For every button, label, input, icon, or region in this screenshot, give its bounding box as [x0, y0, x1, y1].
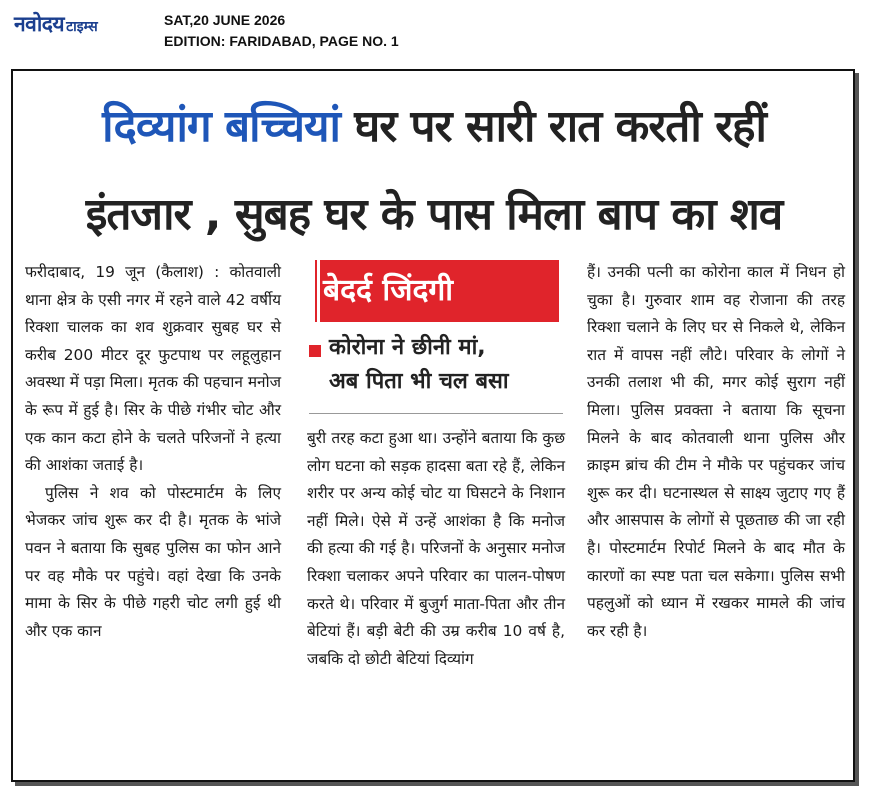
subheadline-divider — [309, 413, 563, 414]
headline-highlight: दिव्यांग बच्चियां — [102, 101, 340, 152]
paragraph-police: पुलिस ने शव को पोस्टमार्टम के लिए भेजकर जांच शुरू कर दी है। मृतक के भांजे पवन ने बताया कि सुबह पुलिस का फोन आने पर वह मौके पर पहुंचे। वहां देखा कि उनके मामा के सिर के पीछे गहरी चोट लगी हुई थी और एक कान — [25, 483, 281, 640]
article-clipping — [11, 69, 855, 782]
article-column-1 — [25, 259, 281, 645]
edition-info — [164, 10, 399, 52]
logo-sub-text: टाइम्स — [66, 19, 98, 35]
kicker-text: बेदर्द जिंदगी — [323, 273, 454, 308]
masthead — [14, 8, 874, 58]
kicker-bar-decoration — [309, 260, 315, 322]
newspaper-logo — [14, 10, 98, 38]
paragraph-dateline: फरीदाबाद, 19 जून (कैलाश) : कोतवाली थाना क्षेत्र के एसी नगर में रहने वाले 42 वर्षीय रिक्शा चालक का शव शुक्रवार सुबह घर से करीब 200 मीटर दूर फुटपाथ पर लहूलुहान अवस्था में पड़ा मिला। मृतक की पहचान मनोज के रूप में हुई है। सिर के पीछे गंभीर चोट और एक कान कटा होने के चलते परिजनों ने हत्या की आशंका जताई है। — [25, 263, 281, 475]
logo-main-text: नवोदय — [14, 12, 65, 36]
article-column-3 — [587, 259, 845, 645]
article-headline — [23, 83, 845, 259]
headline-line-1-rest: घर पर सारी रात करती रहीं — [339, 101, 766, 152]
subheadline-line-1: कोरोना ने छीनी मां, — [329, 335, 486, 360]
headline-line-1 — [23, 83, 845, 171]
kicker-bar-decoration-2 — [317, 260, 320, 322]
headline-line-2: इंतजार , सुबह घर के पास मिला बाप का शव — [85, 189, 783, 240]
kicker-label — [309, 260, 559, 322]
bullet-square-icon — [309, 345, 321, 357]
subheadline-text — [329, 331, 509, 399]
article-column-2 — [307, 425, 565, 673]
issue-date: SAT,20 JUNE 2026 — [164, 12, 286, 28]
edition-page: EDITION: FARIDABAD, PAGE NO. 1 — [164, 33, 399, 49]
subheadline-line-2: अब पिता भी चल बसा — [329, 369, 509, 394]
paragraph-family: बुरी तरह कटा हुआ था। उन्होंने बताया कि कुछ लोग घटना को सड़क हादसा बता रहे हैं, लेकिन शरीर पर अन्य कोई चोट या घिसटने के निशान नहीं मिले। ऐसे में उन्हें आशंका है कि मनोज की हत्या की गई है। परिजनों के अनुसार मनोज रिक्शा चलाकर अपने परिवार का पालन-पोषण करते थे। परिवार में बुजुर्ग माता-पिता और तीन बेटियां हैं। बड़ी बेटी की उम्र करीब 10 वर्ष है, जबकि दो छोटी बेटियां दिव्यांग — [307, 429, 565, 668]
paragraph-investigation: हैं। उनकी पत्नी का कोरोना काल में निधन हो चुका है। गुरुवार शाम वह रोजाना की तरह रिक्शा चलाने के लिए घर से निकले थे, लेकिन रात में वापस नहीं लौटे। परिवार के लोगों ने उनकी तलाश भी की, मगर कोई सुराग नहीं मिला। पुलिस प्रवक्ता ने बताया कि सूचना मिलने के बाद कोतवाली थाना पुलिस और क्राइम ब्रांच की टीम ने मौके पर पहुंचकर जांच शुरू कर दी। घटनास्थल से साक्ष्य जुटाए गए हैं और आसपास के लोगों से पूछताछ की जा रही है। पोस्टमार्टम रिपोर्ट मिलने के बाद मौत के कारणों का स्पष्ट पता चल सकेगा। पुलिस सभी पहलुओं को ध्यान में रखकर मामले की जांच कर रही है। — [587, 263, 845, 640]
